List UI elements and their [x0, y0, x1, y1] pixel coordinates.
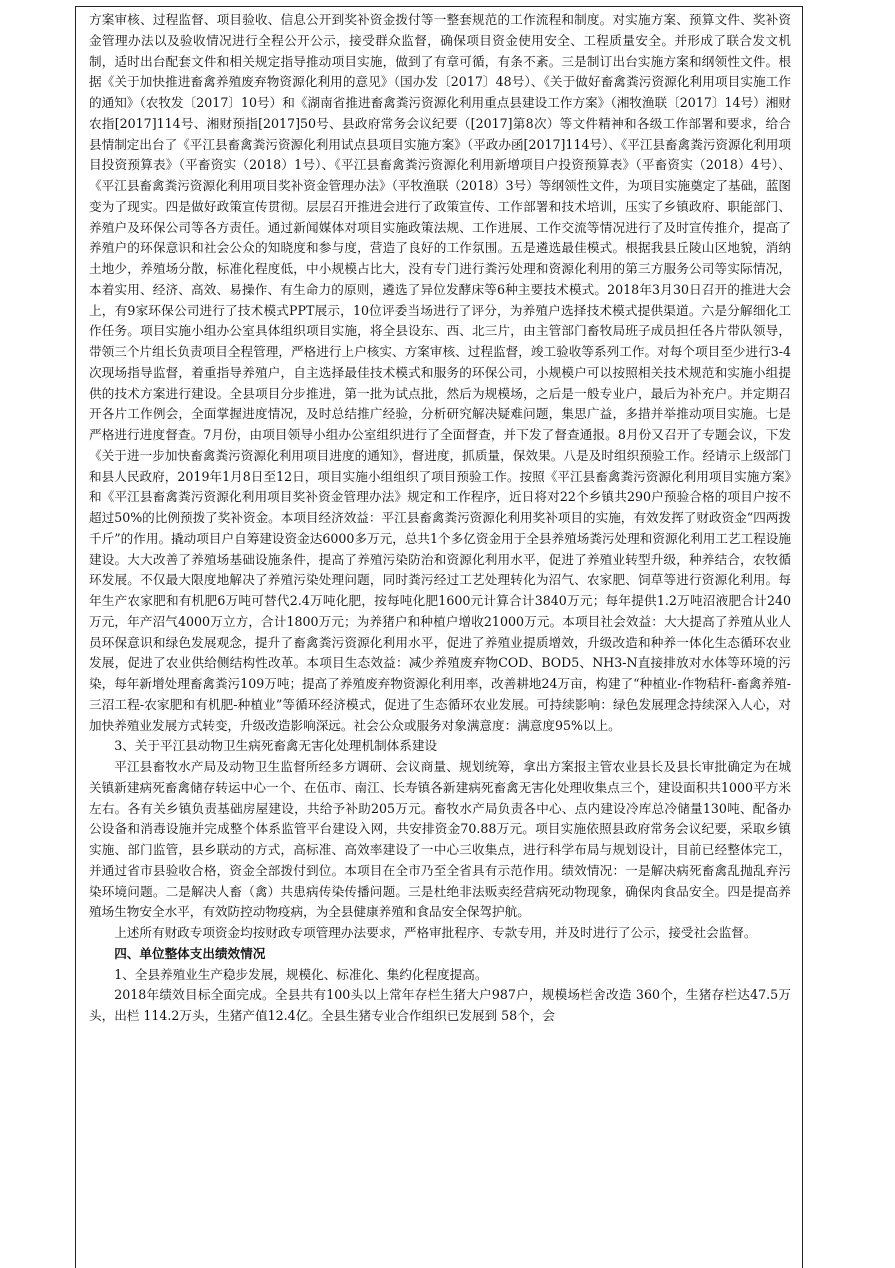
section-heading-harmless-disposal: 3、关于平江县动物卫生病死畜禽无害化处理机制体系建设	[114, 738, 438, 754]
paragraph-funds-supervision: 上述所有财政专项资金均按财政专项管理办法要求，严格审批程序、专款专用，并及时进行了公示，接受社会监督。	[114, 925, 757, 940]
document-body	[89, 10, 791, 1027]
section-heading-overall-performance: 四、单位整体支出绩效情况	[114, 945, 266, 961]
paragraph-livestock-development: 1、全县养殖业生产稳步发展，规模化、标准化、集约化程度提高。	[114, 966, 488, 982]
paragraph-harmless-disposal: 平江县畜牧水产局及动物卫生监督所经多方调研、会议商量、规划统筹，拿出方案报主管农业县长及县长审批确定为在城关镇新建病死畜禽储存转运中心一个、在伍市、南江、长寿镇各新建病死畜禽无害化处理收集点三个，建设面积共1000平方米左右。各有关乡镇负责基础房屋建设，共给予补助205万元。畜牧水产局负责各中心、点内建设冷库总冷储量130吨、配备办公设备和消毒设施并完成整个体系监管平台建设入网，共安排资金70.88万元。项目实施依照县政府常务会议纪要，采取乡镇实施、部门监管，县乡联动的方式，高标准、高效率建设了一中心三收集点，进行科学布局与规划设计，目前已经整体完工，并通过省市县验收合格，资金全部拨付到位。本项目在全市乃至全省具有示范作用。绩效情况：一是解决病死畜禽乱抛乱弃污染环境问题。二是解决人畜（禽）共患病传染传播问题。三是杜绝非法贩卖经营病死动物现象，确保肉食品安全。四是提高养殖场生物安全水平，有效防控动物疫病，为全县健康养殖和食品安全保驾护航。	[89, 759, 791, 920]
paragraph-project-implementation: 方案审核、过程监督、项目验收、信息公开到奖补资金拨付等一整套规范的工作流程和制度。对实施方案、预算文件、奖补资金管理办法以及验收情况进行全程公开公示，接受群众监督，确保项目资金使用安全、工程质量安全。并形成了联合发文机制，适时出台配套文件和相关规定指导推动项目实施，做到了有章可循，有条不紊。三是制订出台实施方案和纲领性文件。根据《关于加快推进畜禽养殖废弃物资源化利用的意见》（国办发〔2017〕48号）、《关于做好畜禽粪污资源化利用项目实施工作的通知》（农牧发〔2017〕10号）和《湖南省推进畜禽粪污资源化利用重点县建设工作方案》（湘牧渔联〔2017〕14号）湘财农指[2017]114号、湘财预指[2017]50号、县政府常务会议纪要（[2017]第8次）等文件精神和各级工作部署和要求，给合县情制定出台了《平江县畜禽粪污资源化利用试点县项目实施方案》（平政办函[2017]114号）、《平江县畜禽粪污资源化利用项目投资预算表》（平畜资实（2018）1号）、《平江县畜禽粪污资源化利用新增项目户投资预算表》（平畜资实（2018）4号）、《平江县畜禽粪污资源化利用项目奖补资金管理办法》（平牧渔联（2018）3号）等纲领性文件，为项目实施奠定了基础，蓝图变为了现实。四是做好政策宣传贯彻。层层召开推进会进行了政策宣传、工作部署和技术培训，压实了乡镇政府、职能部门、养殖户及环保公司等各方责任。通过新闻媒体对项目实施政策法规、工作进展、工作交流等情况进行了及时宣传推介，提高了养殖户的环保意识和社会公众的知晓度和参与度，营造了良好的工作氛围。五是遴选最佳模式。根据我县丘陵山区地貌，消纳土地少，养殖场分散，标准化程度低，中小规模占比大，没有专门进行粪污处理和资源化利用的第三方服务公司等实际情况，本着实用、经济、高效、易操作、有生命力的原则，遴选了异位发酵床等6种主要技术模式。2018年3月30日召开的推进大会上，有9家环保公司进行了技术模式PPT展示，10位评委当场进行了评分，为养殖户选择技术模式提供渠道。六是分解细化工作任务。项目实施小组办公室具体组织项目实施，将全县设东、西、北三片，由主管部门畜牧局班子成员担任各片带队领导，带领三个片组长负责项目全程管理，严格进行上户核实、方案审核、过程监督，竣工验收等系列工作。对每个项目至少进行3-4次现场指导监督，着重指导养殖户，自主选择最佳技术模式和服务的环保公司，小规模户可以按照相关技术规范和实施小组提供的技术方案进行建设。全县项目分步推进，第一批为试点批，然后为规模场，之后是一般专业户，最后为补充户。并定期召开各片工作例会，全面掌握进度情况，及时总结推广经验，分析研究解决疑难问题，集思广益，多措并举推动项目实施。七是严格进行进度督查。7月份，由项目领导小组办公室组织进行了全面督查，并下发了督查通报。8月份又召开了专题会议，下发《关于进一步加快畜禽粪污资源化利用项目进度的通知》，督进度，抓质量，保效果。八是及时组织预验工作。经请示上级部门和县人民政府，2019年1月8日至12日，项目实施小组组织了项目预验工作。按照《平江县畜禽粪污资源化利用项目实施方案》和《平江县畜禽粪污资源化利用项目奖补资金管理办法》规定和工作程序，近日将对22个乡镇共290户预验合格的项目户按不超过50%的比例预拨了奖补资金。本项目经济效益：平江县畜禽粪污资源化利用奖补项目的实施，有效发挥了财政资金“四两拨千斤”的作用。撬动项目户自筹建设资金达6000多万元，总共1个多亿资金用于全县养殖场粪污处理和资源化利用工艺工程设施建设。大大改善了养殖场基础设施条件，提高了养殖污染防治和资源化利用水平，促进了养殖业转型升级，种养结合，农牧循环发展。不仅最大限度地解决了养殖污染处理问题，同时粪污经过工艺处理转化为沼气、农家肥、饲草等进行资源化利用。每年生产农家肥和有机肥6万吨可替代2.4万吨化肥，按每吨化肥1600元计算合计3840万元；每年提供1.2万吨沼液肥合计240万元，年产沼气4000万立方，合计1800万元；为养猪户和种植户增收21000万元。本项目社会效益：大大提高了养殖从业人员环保意识和绿色发展观念，提升了畜禽粪污资源化利用水平，促进了养殖业提质增效，升级改造和种养一体化生态循环农业发展，促进了农业供给侧结构性改革。本项目生态效益：减少养殖废弃物COD、BOD5、NH3-N直接排放对水体等环境的污染，每年新增处理畜禽粪污109万吨；提高了养殖废弃物资源化利用率，改善耕地24万亩，构建了“种植业-作物秸秆-畜禽养殖-三沼工程-农家肥和有机肥-种植业”等循环经济模式，促进了生态循环农业发展。可持续影响：绿色发展理念持续深入人心，对加快养殖业发展方式转变，升级改造影响深远。社会公众或服务对象满意度：满意度95%以上。	[89, 12, 791, 733]
paragraph-2018-targets: 2018年绩效目标全面完成。全县共有100头以上常年存栏生猪大户987户，规模场栏舍改造 360个，生猪存栏达47.5万头，出栏 114.2万头，生猪产值12.4亿。全县生猪专业合作组织已发展到 58个，会	[89, 987, 791, 1023]
